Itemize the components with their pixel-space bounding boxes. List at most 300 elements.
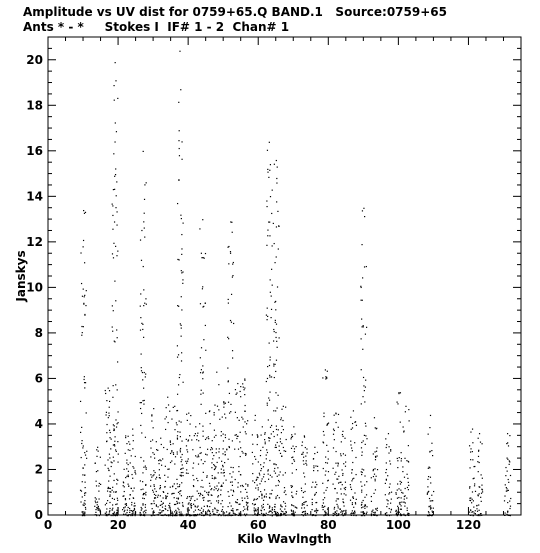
data-point xyxy=(115,168,116,169)
data-point xyxy=(361,403,362,404)
data-point xyxy=(481,474,482,475)
data-point xyxy=(245,453,246,454)
data-point xyxy=(361,474,362,475)
data-point xyxy=(305,463,306,464)
data-point xyxy=(115,207,116,208)
data-point xyxy=(206,492,207,493)
data-point xyxy=(199,228,200,229)
data-point xyxy=(275,485,276,486)
data-point xyxy=(181,141,182,142)
data-point xyxy=(312,502,313,503)
data-point xyxy=(105,513,106,514)
data-point xyxy=(114,141,115,142)
data-point xyxy=(431,450,432,451)
data-point xyxy=(193,515,194,516)
data-point xyxy=(474,483,475,484)
data-point xyxy=(345,466,346,467)
data-point xyxy=(83,379,84,380)
data-point xyxy=(144,493,145,494)
data-point xyxy=(175,510,176,511)
data-point xyxy=(272,507,273,508)
data-point xyxy=(267,514,268,515)
data-point xyxy=(232,232,233,233)
data-point xyxy=(125,506,126,507)
data-point xyxy=(350,500,351,501)
data-point xyxy=(206,477,207,478)
data-point xyxy=(325,369,326,370)
data-point xyxy=(317,470,318,471)
data-point xyxy=(433,508,434,509)
data-point xyxy=(247,506,248,507)
data-point xyxy=(470,431,471,432)
data-point xyxy=(197,490,198,491)
data-point xyxy=(304,491,305,492)
data-point xyxy=(195,455,196,456)
data-point xyxy=(233,323,234,324)
data-point xyxy=(386,512,387,513)
data-point xyxy=(507,433,508,434)
data-point xyxy=(305,456,306,457)
data-point xyxy=(340,488,341,489)
data-point xyxy=(84,382,85,383)
data-point xyxy=(159,477,160,478)
data-point xyxy=(211,447,212,448)
data-point xyxy=(178,102,179,103)
data-point xyxy=(157,497,158,498)
data-point xyxy=(408,409,409,410)
data-point xyxy=(109,508,110,509)
data-point xyxy=(153,500,154,501)
data-point xyxy=(153,427,154,428)
data-point xyxy=(140,457,141,458)
data-point xyxy=(106,441,107,442)
y-tick-label: 14 xyxy=(26,189,43,204)
data-point xyxy=(430,500,431,501)
data-point xyxy=(276,201,277,202)
data-point xyxy=(109,407,110,408)
data-point xyxy=(125,435,126,436)
data-point xyxy=(132,511,133,512)
data-point xyxy=(333,434,334,435)
data-point xyxy=(141,367,142,368)
data-point xyxy=(402,471,403,472)
data-point xyxy=(197,480,198,481)
data-point xyxy=(98,498,99,499)
data-point xyxy=(210,513,211,514)
data-point xyxy=(181,272,182,273)
data-point xyxy=(305,513,306,514)
data-point xyxy=(131,474,132,475)
data-point xyxy=(332,484,333,485)
data-point xyxy=(97,447,98,448)
data-point xyxy=(145,467,146,468)
data-point xyxy=(387,475,388,476)
data-point xyxy=(160,513,161,514)
data-point xyxy=(203,500,204,501)
data-point xyxy=(175,488,176,489)
data-point xyxy=(181,270,182,271)
data-point xyxy=(177,357,178,358)
data-point xyxy=(277,476,278,477)
data-point xyxy=(202,378,203,379)
data-point xyxy=(302,453,303,454)
data-point xyxy=(81,440,82,441)
data-point xyxy=(144,236,145,237)
data-point xyxy=(158,512,159,513)
data-point xyxy=(272,509,273,510)
data-point xyxy=(114,176,115,177)
data-point xyxy=(343,505,344,506)
data-point xyxy=(144,498,145,499)
data-point xyxy=(277,166,278,167)
data-point xyxy=(257,498,258,499)
data-point xyxy=(182,502,183,503)
data-point xyxy=(322,483,323,484)
data-point xyxy=(232,471,233,472)
data-point xyxy=(400,509,401,510)
data-point xyxy=(85,454,86,455)
data-point xyxy=(427,515,428,516)
data-point xyxy=(116,195,117,196)
data-point xyxy=(170,444,171,445)
data-point xyxy=(114,100,115,101)
data-point xyxy=(98,508,99,509)
data-point xyxy=(111,462,112,463)
data-point xyxy=(154,512,155,513)
data-point xyxy=(208,438,209,439)
data-point xyxy=(216,509,217,510)
data-point xyxy=(364,484,365,485)
data-point xyxy=(374,515,375,516)
data-point xyxy=(199,423,200,424)
data-point xyxy=(233,510,234,511)
data-point xyxy=(236,394,237,395)
data-point xyxy=(366,327,367,328)
data-point xyxy=(307,513,308,514)
data-point xyxy=(284,492,285,493)
data-point xyxy=(398,488,399,489)
data-point xyxy=(151,420,152,421)
data-point xyxy=(117,98,118,99)
data-point xyxy=(314,453,315,454)
data-point xyxy=(265,515,266,516)
data-point xyxy=(145,298,146,299)
data-point xyxy=(400,392,401,393)
data-point xyxy=(373,493,374,494)
data-point xyxy=(354,511,355,512)
data-point xyxy=(117,361,118,362)
data-point xyxy=(216,512,217,513)
data-point xyxy=(478,450,479,451)
data-point xyxy=(215,435,216,436)
y-tick-label: 10 xyxy=(26,280,43,295)
data-point xyxy=(472,499,473,500)
data-point xyxy=(252,452,253,453)
data-point xyxy=(341,514,342,515)
data-point xyxy=(405,502,406,503)
data-point xyxy=(365,380,366,381)
data-point xyxy=(506,488,507,489)
data-point xyxy=(363,208,364,209)
data-point xyxy=(274,262,275,263)
data-point xyxy=(196,478,197,479)
data-point xyxy=(151,477,152,478)
data-point xyxy=(181,459,182,460)
data-point xyxy=(280,453,281,454)
data-point xyxy=(95,481,96,482)
data-point xyxy=(202,495,203,496)
data-point xyxy=(145,507,146,508)
data-point xyxy=(406,460,407,461)
data-point xyxy=(199,514,200,515)
data-point xyxy=(252,463,253,464)
data-point xyxy=(141,507,142,508)
data-point xyxy=(177,345,178,346)
data-point xyxy=(303,457,304,458)
data-point xyxy=(170,507,171,508)
data-point xyxy=(278,513,279,514)
data-point xyxy=(135,470,136,471)
data-point xyxy=(292,436,293,437)
data-point xyxy=(113,514,114,515)
data-point xyxy=(201,390,202,391)
data-point xyxy=(108,417,109,418)
data-point xyxy=(268,512,269,513)
data-point xyxy=(469,467,470,468)
data-point xyxy=(355,515,356,516)
data-point xyxy=(191,439,192,440)
data-point xyxy=(408,489,409,490)
data-point xyxy=(83,326,84,327)
data-point xyxy=(142,372,143,373)
data-point xyxy=(201,459,202,460)
data-point xyxy=(179,502,180,503)
data-point xyxy=(327,487,328,488)
data-point xyxy=(192,449,193,450)
data-point xyxy=(183,382,184,383)
data-point xyxy=(363,377,364,378)
data-point xyxy=(197,499,198,500)
data-point xyxy=(171,418,172,419)
data-point xyxy=(217,490,218,491)
data-point xyxy=(201,480,202,481)
data-point xyxy=(84,493,85,494)
data-point xyxy=(366,512,367,513)
data-point xyxy=(274,436,275,437)
data-point xyxy=(113,85,114,86)
data-point xyxy=(188,503,189,504)
data-point xyxy=(285,407,286,408)
data-point xyxy=(115,246,116,247)
data-point xyxy=(428,512,429,513)
data-point xyxy=(290,485,291,486)
data-point xyxy=(352,497,353,498)
data-point xyxy=(179,155,180,156)
data-point xyxy=(280,441,281,442)
data-point xyxy=(341,493,342,494)
data-point xyxy=(116,426,117,427)
data-point xyxy=(154,488,155,489)
data-point xyxy=(255,415,256,416)
data-point xyxy=(403,515,404,516)
data-point xyxy=(221,485,222,486)
data-point xyxy=(123,507,124,508)
data-point xyxy=(345,494,346,495)
data-point xyxy=(275,332,276,333)
x-tick-label: 60 xyxy=(249,518,267,532)
data-point xyxy=(223,482,224,483)
data-point xyxy=(178,354,179,355)
data-point xyxy=(342,511,343,512)
y-tick-label: 2 xyxy=(34,462,43,477)
data-point xyxy=(112,508,113,509)
data-point xyxy=(342,473,343,474)
data-point xyxy=(105,390,106,391)
data-point xyxy=(361,455,362,456)
data-point xyxy=(262,426,263,427)
data-point xyxy=(162,510,163,511)
data-point xyxy=(112,253,113,254)
x-tick-label: 80 xyxy=(319,518,337,532)
data-point xyxy=(395,492,396,493)
data-point xyxy=(223,440,224,441)
data-point xyxy=(365,505,366,506)
data-point xyxy=(296,491,297,492)
data-point xyxy=(303,492,304,493)
data-point xyxy=(173,493,174,494)
data-point xyxy=(181,325,182,326)
data-point xyxy=(407,510,408,511)
data-point xyxy=(178,179,179,180)
data-point xyxy=(115,515,116,516)
data-point xyxy=(335,451,336,452)
data-point xyxy=(163,447,164,448)
data-point xyxy=(183,506,184,507)
data-point xyxy=(272,512,273,513)
data-point xyxy=(115,449,116,450)
data-point xyxy=(472,491,473,492)
data-point xyxy=(268,474,269,475)
data-point xyxy=(389,508,390,509)
data-point xyxy=(408,515,409,516)
data-point xyxy=(386,462,387,463)
data-point xyxy=(480,513,481,514)
data-point xyxy=(337,462,338,463)
data-point xyxy=(323,468,324,469)
data-point xyxy=(222,509,223,510)
data-point xyxy=(229,473,230,474)
data-point xyxy=(177,259,178,260)
data-point xyxy=(259,483,260,484)
data-point xyxy=(324,506,325,507)
data-point xyxy=(272,490,273,491)
data-point xyxy=(160,495,161,496)
data-point xyxy=(252,515,253,516)
data-point xyxy=(470,451,471,452)
data-point xyxy=(257,444,258,445)
data-point xyxy=(181,495,182,496)
data-point xyxy=(341,455,342,456)
data-point xyxy=(428,476,429,477)
data-point xyxy=(508,482,509,483)
data-point xyxy=(397,515,398,516)
data-point xyxy=(402,493,403,494)
data-point xyxy=(270,427,271,428)
data-point xyxy=(140,330,141,331)
data-point xyxy=(257,437,258,438)
data-point xyxy=(335,512,336,513)
data-point xyxy=(285,472,286,473)
data-point xyxy=(401,458,402,459)
data-point xyxy=(174,497,175,498)
data-point xyxy=(178,306,179,307)
data-point xyxy=(373,453,374,454)
data-point xyxy=(207,514,208,515)
data-point xyxy=(129,508,130,509)
data-point xyxy=(226,511,227,512)
data-point xyxy=(187,420,188,421)
data-point xyxy=(341,469,342,470)
data-point xyxy=(188,502,189,503)
data-point xyxy=(276,178,277,179)
data-point xyxy=(140,317,141,318)
data-point xyxy=(169,503,170,504)
data-point xyxy=(109,511,110,512)
data-point xyxy=(401,460,402,461)
data-point xyxy=(145,376,146,377)
data-point xyxy=(96,456,97,457)
data-point xyxy=(228,506,229,507)
data-point xyxy=(261,481,262,482)
data-point xyxy=(163,497,164,498)
data-point xyxy=(186,514,187,515)
data-point xyxy=(276,360,277,361)
data-point xyxy=(344,493,345,494)
data-point xyxy=(476,505,477,506)
data-point xyxy=(274,302,275,303)
data-point xyxy=(279,497,280,498)
data-point xyxy=(167,397,168,398)
data-point xyxy=(254,504,255,505)
data-point xyxy=(153,470,154,471)
data-point xyxy=(181,440,182,441)
data-point xyxy=(225,515,226,516)
data-point xyxy=(277,442,278,443)
data-point xyxy=(295,512,296,513)
data-point xyxy=(133,440,134,441)
data-point xyxy=(209,506,210,507)
data-point xyxy=(316,502,317,503)
data-point xyxy=(482,478,483,479)
data-point xyxy=(431,443,432,444)
data-point xyxy=(277,434,278,435)
data-point xyxy=(510,506,511,507)
data-point xyxy=(124,511,125,512)
data-point xyxy=(389,487,390,488)
data-point xyxy=(262,507,263,508)
data-point xyxy=(124,469,125,470)
data-point xyxy=(84,452,85,453)
data-point xyxy=(365,444,366,445)
data-point xyxy=(180,323,181,324)
data-point xyxy=(408,482,409,483)
data-point xyxy=(407,507,408,508)
data-point xyxy=(153,474,154,475)
data-point xyxy=(223,470,224,471)
data-point xyxy=(317,452,318,453)
data-point xyxy=(306,448,307,449)
data-point xyxy=(281,409,282,410)
